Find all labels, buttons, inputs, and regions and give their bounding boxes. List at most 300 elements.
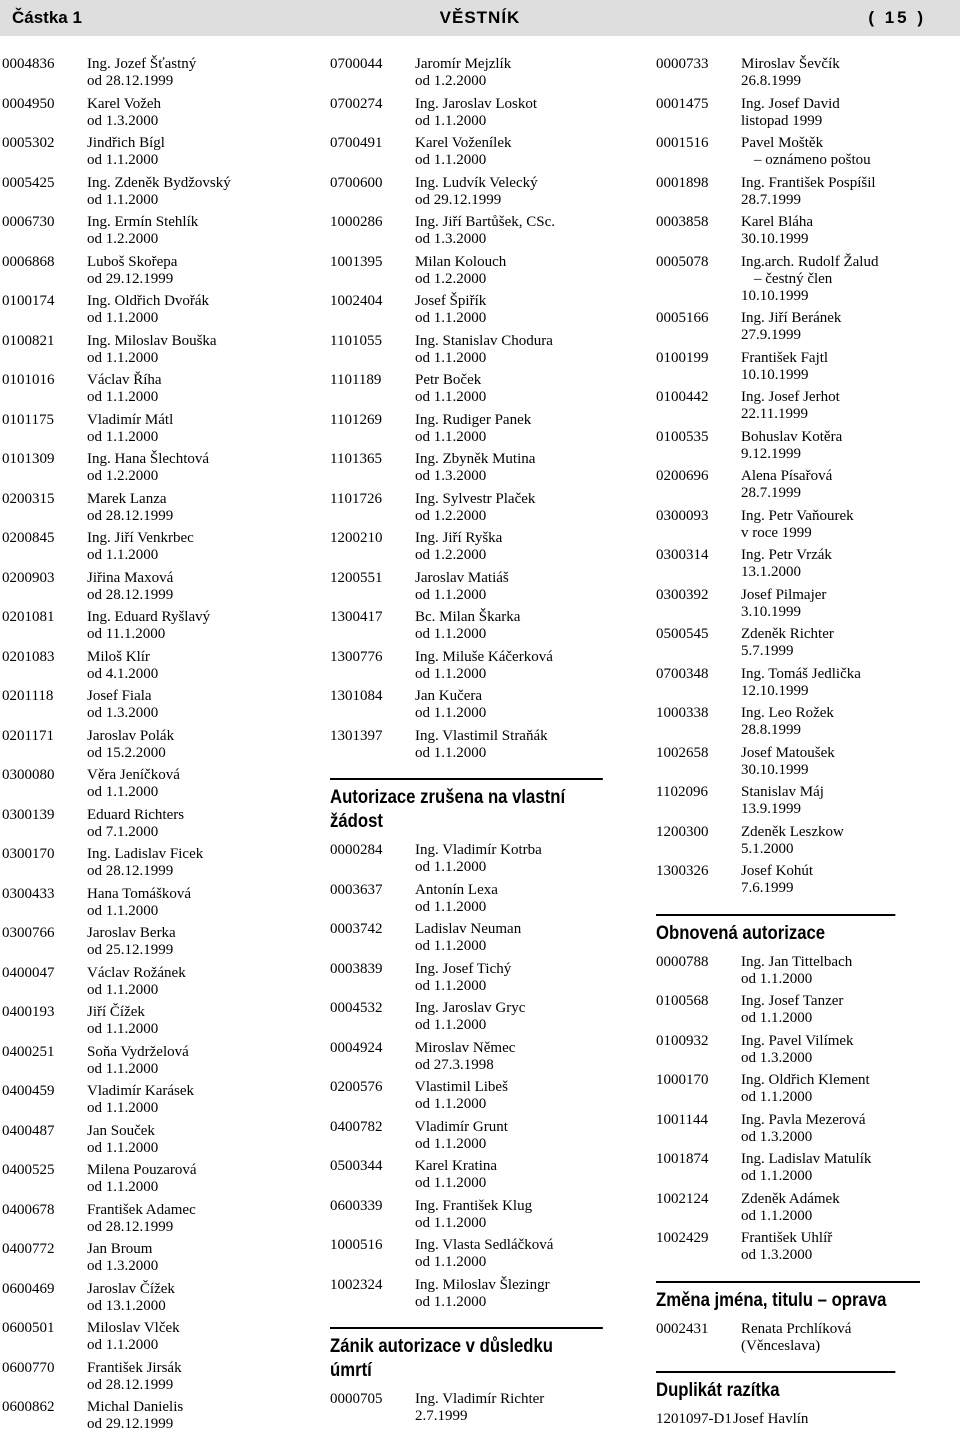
registration-number: 1301397 xyxy=(330,727,383,744)
entry-date: od 1.1.2000 xyxy=(415,586,487,603)
list-item xyxy=(656,310,956,350)
registration-number: 0001475 xyxy=(656,95,709,112)
entry-date: od 1.2.2000 xyxy=(415,270,487,287)
entry-date: od 1.1.2000 xyxy=(415,859,487,875)
person-name: Jaroslav Matiáš xyxy=(415,569,509,586)
registration-number: 1101365 xyxy=(330,451,382,467)
list-item xyxy=(656,1072,956,1112)
list-item xyxy=(330,530,630,570)
entry-date: od 1.1.2000 xyxy=(415,1293,487,1310)
registration-number: 1002124 xyxy=(656,1190,709,1207)
registration-number: 1301084 xyxy=(330,688,383,704)
person-name: Ing. Jiří Ryška xyxy=(415,530,503,546)
list-item xyxy=(330,688,630,728)
list-item xyxy=(330,882,630,922)
person-name: Ing. Jaroslav Loskot xyxy=(415,95,538,112)
person-name: František Adamec xyxy=(87,1201,196,1218)
list-item xyxy=(330,609,630,649)
entry-date: od 4.1.2000 xyxy=(87,665,159,682)
entry-date: od 1.2.2000 xyxy=(415,547,487,563)
registration-number: 0400487 xyxy=(2,1122,55,1139)
list-item xyxy=(330,1000,630,1040)
person-name: Ing. Zdeněk Bydžovský xyxy=(87,174,231,191)
registration-number: 1300326 xyxy=(656,863,709,879)
list-item xyxy=(2,570,302,610)
entry-date: od 1.1.2000 xyxy=(415,349,487,366)
person-name: Ing. Oldřich Klement xyxy=(741,1072,870,1088)
entry-date: od 1.1.2000 xyxy=(87,981,159,998)
entry-date: 5.1.2000 xyxy=(741,840,794,857)
registration-number: 0700600 xyxy=(330,174,383,191)
registration-number: 0200903 xyxy=(2,569,55,586)
person-name: Bohuslav Kotěra xyxy=(741,428,843,445)
registration-number: 0300314 xyxy=(656,547,709,563)
registration-number: 1000338 xyxy=(656,705,709,721)
entry-date: od 1.1.2000 xyxy=(415,705,487,721)
person-name: Zdeněk Richter xyxy=(741,626,834,642)
entry-date: od 11.1.2000 xyxy=(87,626,166,642)
list-item xyxy=(2,767,302,807)
person-name: Karel Vožeh xyxy=(87,95,162,112)
entry-date: 9.12.1999 xyxy=(741,445,801,462)
person-name: Petr Boček xyxy=(415,372,482,388)
registration-number: 0600501 xyxy=(2,1320,55,1336)
person-name: Soňa Vydrželová xyxy=(87,1043,189,1060)
entry-date: od 1.1.2000 xyxy=(415,1175,487,1191)
person-name: Jan Broum xyxy=(87,1241,153,1257)
list-item xyxy=(656,350,956,390)
registration-number: 0100568 xyxy=(656,993,709,1009)
list-item xyxy=(656,824,956,864)
person-name: Jindřich Bígl xyxy=(87,135,165,151)
entry-date: od 1.1.2000 xyxy=(415,152,487,168)
registration-number: 0200576 xyxy=(330,1079,383,1095)
list-item xyxy=(330,961,630,1001)
person-name: Jaroslav Čížek xyxy=(87,1280,175,1297)
registration-number: 0200696 xyxy=(656,468,709,484)
person-name: Miroslav Ševčík xyxy=(741,56,840,72)
section-heading-line: Zánik autorizace v důsledku xyxy=(330,1336,554,1357)
entry-date: od 28.12.1999 xyxy=(87,1376,174,1393)
person-name: Miloslav Vlček xyxy=(87,1320,180,1336)
list-item xyxy=(330,1237,630,1277)
list-item xyxy=(656,135,956,175)
person-name: Ing. Stanislav Chodura xyxy=(415,332,553,349)
registration-number: 0005078 xyxy=(656,253,709,270)
registration-number: 0201171 xyxy=(2,727,54,744)
entry-date: od 29.12.1999 xyxy=(87,270,174,287)
person-name: Ing. František Pospíšil xyxy=(741,174,876,191)
person-name: Ing. Leo Rožek xyxy=(741,705,834,721)
list-item xyxy=(330,293,630,333)
entry-date: v roce 1999 xyxy=(741,524,812,541)
list-item xyxy=(656,666,956,706)
list-item xyxy=(2,451,302,491)
person-name: Jan Souček xyxy=(87,1122,155,1139)
registration-number: 0201083 xyxy=(2,648,55,665)
list-item xyxy=(656,745,956,785)
entry-date: 3.10.1999 xyxy=(741,603,801,620)
registration-number: 1001144 xyxy=(656,1111,708,1128)
person-name: Ing. Josef Tichý xyxy=(415,960,512,977)
registration-number: 0101309 xyxy=(2,451,55,467)
person-name: Věra Jeníčková xyxy=(87,767,180,783)
entry-date: od 1.1.2000 xyxy=(87,191,159,208)
registration-number: 1000286 xyxy=(330,214,383,230)
list-item xyxy=(330,842,630,882)
person-name: Jiří Čížek xyxy=(87,1004,145,1020)
registration-number: 1201097-D1 xyxy=(656,1411,732,1427)
entry-date: od 1.1.2000 xyxy=(415,898,487,915)
person-name: Ing. Hana Šlechtová xyxy=(87,451,210,467)
person-name: Ing. Josef David xyxy=(741,95,840,112)
registration-number: 0300392 xyxy=(656,586,709,603)
registration-number: 0001516 xyxy=(656,135,709,151)
list-item xyxy=(330,728,630,768)
person-name: Václav Rožánek xyxy=(87,964,186,981)
registration-number: 0700274 xyxy=(330,95,383,112)
list-item xyxy=(656,626,956,666)
list-item xyxy=(2,293,302,333)
person-name: Josef Kohút xyxy=(741,863,814,879)
entry-date: od 1.1.2000 xyxy=(87,1139,159,1156)
entry-date: od 1.1.2000 xyxy=(415,1017,487,1033)
registration-number: 0400678 xyxy=(2,1201,55,1218)
registration-number: 1200551 xyxy=(330,569,383,586)
list-item xyxy=(2,175,302,215)
list-item xyxy=(656,705,956,745)
entry-date: od 1.1.2000 xyxy=(415,1254,487,1270)
entry-date: od 1.1.2000 xyxy=(87,389,159,405)
entry-date: od 1.1.2000 xyxy=(87,547,159,563)
person-name: Vladimír Grunt xyxy=(415,1118,508,1135)
person-name: Josef Špiřík xyxy=(415,293,487,309)
list-item xyxy=(656,1321,956,1361)
list-item xyxy=(656,96,956,136)
section-heading-revoked xyxy=(330,778,603,834)
list-item xyxy=(2,1044,302,1084)
entry-date: od 1.2.2000 xyxy=(415,507,487,524)
registration-number: 0101016 xyxy=(2,372,55,388)
registration-number: 0400251 xyxy=(2,1043,55,1060)
registration-number: 0600469 xyxy=(2,1280,55,1297)
entry-date: od 15.2.2000 xyxy=(87,744,166,761)
person-name: Jaromír Mejzlík xyxy=(415,56,512,72)
registration-number: 0100821 xyxy=(2,332,55,349)
person-name: František Jirsák xyxy=(87,1359,182,1376)
list-item xyxy=(2,688,302,728)
person-name: Ing. Pavel Vilímek xyxy=(741,1032,854,1049)
section-heading-deceased xyxy=(330,1327,603,1383)
person-name: Ing. Oldřich Dvořák xyxy=(87,293,210,309)
list-item xyxy=(330,451,630,491)
list-item xyxy=(2,96,302,136)
entry-date: 30.10.1999 xyxy=(741,761,809,778)
list-item xyxy=(2,728,302,768)
person-name: Bc. Milan Škarka xyxy=(415,609,521,625)
person-name: Josef Matoušek xyxy=(741,744,835,761)
registration-number: 0200845 xyxy=(2,530,55,546)
entry-date: (Věnceslava) xyxy=(741,1337,821,1354)
person-name: Ing. Eduard Ryšlavý xyxy=(87,609,211,625)
registration-number: 0400772 xyxy=(2,1241,55,1257)
person-name: Josef Fiala xyxy=(87,688,152,704)
entry-date: 2.7.1999 xyxy=(415,1408,468,1424)
entry-date: od 1.1.2000 xyxy=(415,428,487,445)
person-name: Jaroslav Polák xyxy=(87,727,175,744)
person-name: Ing. Miloslav Bouška xyxy=(87,332,217,349)
entry-date: od 27.3.1998 xyxy=(415,1056,494,1073)
registration-number: 0000733 xyxy=(656,56,709,72)
list-item xyxy=(656,1112,956,1152)
person-name: Antonín Lexa xyxy=(415,881,498,898)
person-name: Marek Lanza xyxy=(87,490,167,507)
list-item xyxy=(656,547,956,587)
person-name: František Fajtl xyxy=(741,349,829,366)
registration-number: 1002429 xyxy=(656,1230,709,1246)
registration-number: 1101055 xyxy=(330,332,382,349)
list-item xyxy=(2,1123,302,1163)
list-item xyxy=(2,1162,302,1202)
list-item xyxy=(656,1191,956,1231)
registration-number: 0005166 xyxy=(656,310,709,326)
list-item xyxy=(2,1360,302,1400)
list-item xyxy=(2,1202,302,1242)
entry-date: 10.10.1999 xyxy=(741,366,809,383)
person-name: Ing. Vladimír Richter xyxy=(415,1391,545,1407)
list-item xyxy=(656,429,956,469)
entry-date: 30.10.1999 xyxy=(741,231,809,247)
registration-number: 0003637 xyxy=(330,881,383,898)
list-item xyxy=(656,587,956,627)
entry-date: 10.10.1999 xyxy=(741,287,809,304)
entry-date: od 1.1.2000 xyxy=(741,1010,813,1026)
list-item xyxy=(656,1411,956,1431)
entry-date: od 1.1.2000 xyxy=(415,1096,487,1112)
person-name: Karel Bláha xyxy=(741,214,814,230)
list-item xyxy=(2,1241,302,1281)
registration-number: 0004532 xyxy=(330,1000,383,1016)
registration-number: 0700348 xyxy=(656,665,709,682)
registration-number: 0004924 xyxy=(330,1039,383,1056)
list-item xyxy=(330,1119,630,1159)
entry-date: od 28.12.1999 xyxy=(87,507,174,524)
entry-date: 22.11.1999 xyxy=(741,406,808,422)
list-item xyxy=(330,175,630,215)
entry-date: od 1.1.2000 xyxy=(87,310,159,326)
page-header xyxy=(0,0,960,36)
entry-date: od 1.1.2000 xyxy=(415,665,487,682)
registration-number: 0000788 xyxy=(656,953,709,970)
list-item xyxy=(330,921,630,961)
person-name: Eduard Richters xyxy=(87,806,185,823)
list-item xyxy=(2,886,302,926)
section-heading-line: Autorizace zrušena na vlastní xyxy=(330,787,566,808)
person-name: Ing. Vladimír Kotrba xyxy=(415,842,542,858)
list-item xyxy=(2,1083,302,1123)
person-name: Ing. Pavla Mezerová xyxy=(741,1111,866,1128)
registration-number: 0500545 xyxy=(656,626,709,642)
entry-date: 27.9.1999 xyxy=(741,327,801,343)
person-name: Ladislav Neuman xyxy=(415,921,522,937)
entry-date: od 1.1.2000 xyxy=(415,1214,487,1231)
list-item xyxy=(330,649,630,689)
entry-date: od 1.1.2000 xyxy=(415,626,487,642)
person-name: Hana Tomášková xyxy=(87,885,192,902)
registration-number: 0600770 xyxy=(2,1359,55,1376)
list-item xyxy=(330,1277,630,1317)
registration-number: 1001395 xyxy=(330,253,383,270)
list-item xyxy=(330,570,630,610)
registration-number: 1001874 xyxy=(656,1151,709,1167)
list-item xyxy=(330,491,630,531)
registration-number: 0500344 xyxy=(330,1158,383,1174)
person-name: Ing. Sylvestr Plaček xyxy=(415,490,536,507)
list-item xyxy=(2,1281,302,1321)
person-name: Milan Kolouch xyxy=(415,253,507,270)
entry-date: od 1.1.2000 xyxy=(415,389,487,405)
entry-date: od 7.1.2000 xyxy=(87,823,159,840)
entry-date: od 1.1.2000 xyxy=(87,1060,159,1077)
registration-number: 0300139 xyxy=(2,806,55,823)
entry-date: 28.7.1999 xyxy=(741,485,801,501)
entry-date: od 1.2.2000 xyxy=(87,468,159,484)
entry-date: od 1.3.2000 xyxy=(741,1128,813,1145)
entry-date: od 1.3.2000 xyxy=(741,1049,813,1066)
entry-date: od 1.3.2000 xyxy=(741,1247,813,1263)
entry-date: od 1.1.2000 xyxy=(741,1207,813,1224)
entry-date: od 1.1.2000 xyxy=(87,152,159,168)
entry-date: od 1.1.2000 xyxy=(87,428,159,445)
list-item xyxy=(656,1033,956,1073)
list-item xyxy=(656,1230,956,1270)
registration-number: 0004836 xyxy=(2,56,55,72)
person-name: Renata Prchlíková xyxy=(741,1320,852,1337)
person-name: Václav Říha xyxy=(87,372,162,388)
section-heading-line: úmrtí xyxy=(330,1360,372,1381)
entry-date: 7.6.1999 xyxy=(741,880,794,896)
page-number: ( 15 ) xyxy=(868,8,926,27)
list-item xyxy=(330,1391,630,1431)
list-item xyxy=(2,925,302,965)
registration-number: 0100199 xyxy=(656,349,709,366)
entry-date: od 1.1.2000 xyxy=(87,784,159,800)
person-name: Milena Pouzarová xyxy=(87,1162,197,1178)
list-item xyxy=(330,135,630,175)
entry-date: od 1.1.2000 xyxy=(415,977,487,994)
journal-title: VĚSTNÍK xyxy=(439,8,521,27)
registration-number: 0000705 xyxy=(330,1391,383,1407)
person-name: Zdeněk Leszkow xyxy=(741,823,844,840)
person-name: Jiřina Maxová xyxy=(87,569,174,586)
registration-number: 0004950 xyxy=(2,95,55,112)
list-item xyxy=(2,491,302,531)
list-item xyxy=(2,254,302,294)
registration-number: 0003742 xyxy=(330,921,383,937)
person-name: František Uhlíř xyxy=(741,1230,833,1246)
registration-number: 1200210 xyxy=(330,530,383,546)
list-item xyxy=(330,96,630,136)
list-item xyxy=(330,333,630,373)
registration-number: 0600862 xyxy=(2,1399,55,1415)
person-name: Ing. František Klug xyxy=(415,1197,533,1214)
list-item xyxy=(2,530,302,570)
list-item xyxy=(2,609,302,649)
registration-number: 0100442 xyxy=(656,389,709,405)
person-name: Ing. Jiří Venkrbec xyxy=(87,530,194,546)
registration-number: 0201118 xyxy=(2,688,54,704)
entry-date: od 29.12.1999 xyxy=(415,191,502,208)
list-item xyxy=(656,784,956,824)
list-item xyxy=(2,372,302,412)
person-name: Zdeněk Adámek xyxy=(741,1190,840,1207)
person-name: Miloš Klír xyxy=(87,648,150,665)
list-item xyxy=(2,214,302,254)
column-3 xyxy=(656,56,956,1431)
list-item xyxy=(656,254,956,311)
person-name: Ing. Rudiger Panek xyxy=(415,411,532,428)
entry-date: od 1.3.2000 xyxy=(87,112,159,129)
list-item xyxy=(656,56,956,96)
list-item xyxy=(656,993,956,1033)
entry-date: od 28.12.1999 xyxy=(87,586,174,603)
list-item xyxy=(2,965,302,1005)
list-item xyxy=(330,56,630,96)
registration-number: 0400193 xyxy=(2,1004,55,1020)
person-name: Ing. Jiří Bartůšek, CSc. xyxy=(415,214,555,230)
entry-date: od 29.12.1999 xyxy=(87,1416,174,1432)
person-name: Ing. Zbyněk Mutina xyxy=(415,451,536,467)
section-heading-duplicate-stamp: Duplikát razítka xyxy=(656,1371,895,1403)
list-item xyxy=(330,1198,630,1238)
entry-date: od 1.3.2000 xyxy=(415,468,487,484)
list-item xyxy=(330,1079,630,1119)
person-name: Josef Havlín xyxy=(733,1411,809,1427)
entry-date: od 1.2.2000 xyxy=(415,73,487,89)
entry-date: od 1.1.2000 xyxy=(87,1337,159,1353)
entry-date: od 1.2.2000 xyxy=(87,231,159,247)
entry-date: od 1.1.2000 xyxy=(415,112,487,129)
registration-number: 0200315 xyxy=(2,490,55,507)
list-item xyxy=(330,214,630,254)
entry-date: 26.8.1999 xyxy=(741,73,801,89)
entry-date: od 1.1.2000 xyxy=(87,902,159,919)
entry-date: od 1.1.2000 xyxy=(415,310,487,326)
entry-date: od 28.12.1999 xyxy=(87,1218,174,1235)
entry-date: od 1.3.2000 xyxy=(87,1258,159,1274)
registration-number: 1300417 xyxy=(330,609,383,625)
list-item xyxy=(330,372,630,412)
registration-number: 0002431 xyxy=(656,1320,709,1337)
person-name: Alena Písařová xyxy=(741,468,833,484)
registration-number: 0101175 xyxy=(2,411,54,428)
list-item xyxy=(656,954,956,994)
person-name: Jan Kučera xyxy=(415,688,483,704)
entry-date: od 1.1.2000 xyxy=(415,1135,487,1152)
person-name: Jaroslav Berka xyxy=(87,925,176,941)
person-name: Karel Kratina xyxy=(415,1158,498,1174)
person-name: Ing. Miluše Káčerková xyxy=(415,648,553,665)
person-name: Ing. Ludvík Velecký xyxy=(415,174,538,191)
section-heading-line: žádost xyxy=(330,811,383,832)
registration-number: 0005302 xyxy=(2,135,55,151)
registration-number: 1000170 xyxy=(656,1072,709,1088)
person-name: Ing. Josef Jerhot xyxy=(741,389,840,405)
registration-number: 0700491 xyxy=(330,135,383,151)
entry-date: od 1.3.2000 xyxy=(87,705,159,721)
list-item xyxy=(656,389,956,429)
person-name: Stanislav Máj xyxy=(741,784,824,800)
